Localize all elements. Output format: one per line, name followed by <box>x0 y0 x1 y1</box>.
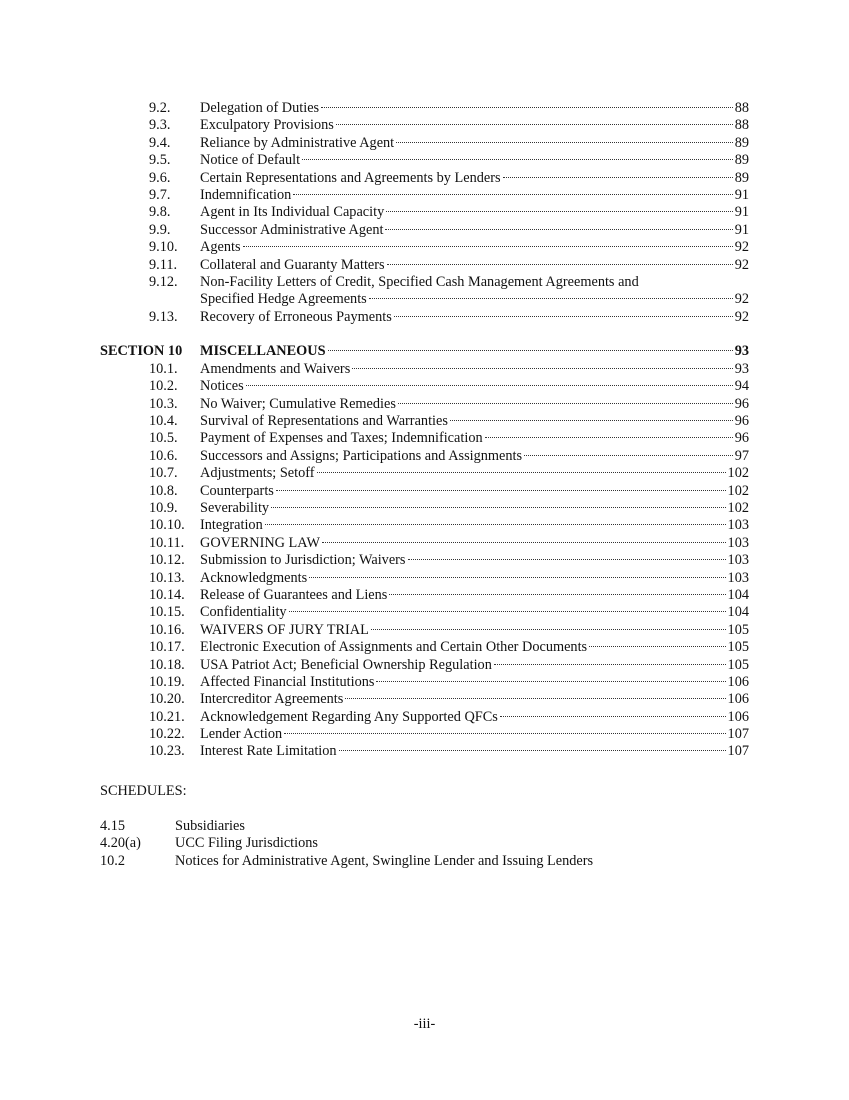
toc-entry-title <box>200 239 749 256</box>
dot-leader <box>387 264 733 265</box>
toc-entry-number: 9.8. <box>149 204 171 221</box>
toc-entry <box>0 274 849 309</box>
toc-entry-title-text: Successor Administrative Agent <box>200 221 384 238</box>
dot-leader <box>386 211 732 212</box>
toc-entry-title <box>200 117 749 134</box>
toc-entry-title <box>200 274 749 309</box>
toc-entry-title <box>200 604 749 621</box>
schedule-title: UCC Filing Jurisdictions <box>175 835 318 852</box>
toc-entry-title-text: Counterparts <box>200 482 274 499</box>
toc-entry <box>0 117 849 134</box>
toc-entry-title <box>200 361 749 378</box>
dot-leader <box>322 542 726 543</box>
dot-leader <box>389 594 725 595</box>
toc-entry-number: 10.12. <box>149 552 185 569</box>
toc-entry <box>0 239 849 256</box>
toc-entry <box>0 622 849 639</box>
toc-entry-title-text: USA Patriot Act; Beneficial Ownership Regulation <box>200 656 492 673</box>
toc-entry-page: 103 <box>727 517 749 534</box>
toc-entry-line <box>200 378 749 395</box>
toc-entry-number: 10.5. <box>149 430 178 447</box>
dot-leader <box>394 316 733 317</box>
toc-entry-line <box>200 691 749 708</box>
toc-entry-title-text: GOVERNING LAW <box>200 534 320 551</box>
dot-leader <box>398 403 733 404</box>
schedule-item <box>100 853 800 870</box>
toc-entry-number: 10.16. <box>149 621 185 638</box>
dot-leader <box>503 177 733 178</box>
dot-leader <box>352 368 732 369</box>
toc-entry-line <box>200 465 749 482</box>
toc-entry <box>0 743 849 760</box>
toc-entry-line <box>200 500 749 517</box>
schedule-title: Subsidiaries <box>175 818 245 834</box>
toc-entry-number: 10.15. <box>149 604 185 621</box>
toc-entry-number: 10.4. <box>149 413 178 430</box>
toc-entry-title-text: Successors and Assigns; Participations and Assignments <box>200 447 523 464</box>
section-spacer <box>0 326 849 343</box>
toc-entry-number: 9.5. <box>149 152 171 169</box>
toc-entry-page: 96 <box>734 395 749 412</box>
dot-leader <box>345 698 725 699</box>
dot-leader <box>265 524 726 525</box>
toc-entry-title <box>200 396 749 413</box>
dot-leader <box>246 385 733 386</box>
dot-leader <box>284 733 725 734</box>
toc-entry-page: 97 <box>734 447 749 464</box>
toc-entry-title <box>200 448 749 465</box>
toc-entry-page: 104 <box>727 586 749 603</box>
toc-entry-line <box>200 135 749 152</box>
dot-leader <box>271 507 725 508</box>
toc-entry-number: 9.6. <box>149 169 171 186</box>
toc-entry-number: 10.14. <box>149 586 185 603</box>
toc-entry <box>0 639 849 656</box>
toc-entry <box>0 587 849 604</box>
toc-entry-number: 9.13. <box>149 308 178 325</box>
toc-entry-page: 103 <box>727 534 749 551</box>
toc-entry-number: 10.19. <box>149 673 185 690</box>
toc-entry-title-text: Certain Representations and Agreements by Lenders <box>200 169 501 186</box>
toc-entry-line <box>200 622 749 639</box>
toc-entry-page: 102 <box>727 500 749 516</box>
toc-entry <box>0 100 849 117</box>
toc-entry-page: 89 <box>734 169 749 186</box>
schedule-number: 4.15 <box>100 818 126 834</box>
toc-entry-page: 104 <box>727 604 749 621</box>
toc-entry-number: 10.7. <box>149 465 178 482</box>
dot-leader <box>317 472 726 473</box>
toc-entry-line <box>200 709 749 726</box>
toc-entry-page: 105 <box>727 621 749 638</box>
schedules-list <box>100 818 800 870</box>
toc-entry-line <box>200 413 749 430</box>
dot-leader <box>524 455 733 456</box>
toc-entry-line <box>200 657 749 674</box>
toc-entry-page: 106 <box>727 691 749 708</box>
toc-entry-title-text: Submission to Jurisdiction; Waivers <box>200 552 406 569</box>
toc-entry-title <box>200 674 749 691</box>
dot-leader <box>376 681 725 682</box>
dot-leader <box>328 350 733 351</box>
toc-entry-title-text: Indemnification <box>200 186 292 203</box>
toc-entry-page: 96 <box>734 413 749 430</box>
toc-entry-page: 107 <box>727 726 749 743</box>
toc-entry-number: 10.6. <box>149 447 178 464</box>
toc-entry-line <box>200 204 749 221</box>
toc-entry-line <box>200 743 749 760</box>
toc-entry-line <box>200 483 749 500</box>
toc-entry-line <box>200 152 749 169</box>
toc-entry-line <box>200 517 749 534</box>
toc-entry-title <box>200 170 749 187</box>
dot-leader <box>485 437 733 438</box>
toc-entry-title-text: Electronic Execution of Assignments and Certain Other Documents <box>200 639 588 656</box>
toc-entry-title <box>200 639 749 656</box>
schedule-item <box>100 835 800 852</box>
dot-leader <box>293 194 732 195</box>
toc-entry-page: 102 <box>727 482 749 499</box>
toc-entry-title <box>200 570 749 587</box>
toc-entry-line <box>200 361 749 378</box>
toc-entry-page: 88 <box>734 117 749 134</box>
toc-entry-number: 9.10. <box>149 239 178 256</box>
toc-entry-title <box>200 343 749 360</box>
toc-entry-page: 102 <box>727 465 749 482</box>
toc-entry-title-text: MISCELLANEOUS <box>200 343 326 360</box>
toc-entry-title-text: Reliance by Administrative Agent <box>200 134 395 151</box>
toc-entry-number: 10.22. <box>149 726 185 743</box>
toc-entry-title-text: No Waiver; Cumulative Remedies <box>200 395 396 412</box>
dot-leader <box>500 716 726 717</box>
toc-entry-title-text: Interest Rate Limitation <box>200 743 337 760</box>
toc-entry-title-text: Amendments and Waivers <box>200 360 351 377</box>
toc-entry-page: 92 <box>734 308 749 325</box>
toc-entry-page: 88 <box>734 100 749 116</box>
dot-leader <box>276 490 726 491</box>
dot-leader <box>289 611 726 612</box>
toc-entry-number: 10.21. <box>149 708 185 725</box>
toc-entry <box>0 691 849 708</box>
toc-entry-number: 9.4. <box>149 134 171 151</box>
toc-entry-title <box>200 535 749 552</box>
toc-entry-title-text: Payment of Expenses and Taxes; Indemnification <box>200 430 483 447</box>
toc-entry-number: 10.8. <box>149 482 178 499</box>
toc-entry-title <box>200 187 749 204</box>
toc-entry-title-text: Delegation of Duties <box>200 100 320 116</box>
toc-entry <box>0 483 849 500</box>
dot-leader <box>243 246 733 247</box>
toc-entry-title-text: Intercreditor Agreements <box>200 691 344 708</box>
toc-entry-title-text: Collateral and Guaranty Matters <box>200 256 385 273</box>
toc-entry-title-text: Severability <box>200 500 270 516</box>
dot-leader <box>408 559 726 560</box>
toc-entry-page: 91 <box>734 204 749 221</box>
toc-entry-number: SECTION 10 <box>100 343 183 360</box>
toc-entry <box>0 448 849 465</box>
toc-entry-title <box>200 378 749 395</box>
toc-entry-number: 10.23. <box>149 743 185 760</box>
toc-entry-line <box>200 239 749 256</box>
toc-entry-line <box>200 187 749 204</box>
toc-entry-line <box>200 639 749 656</box>
toc-entry-title-text: Acknowledgement Regarding Any Supported QFCs <box>200 708 498 725</box>
toc-entry-title <box>200 430 749 447</box>
toc-entry-title-text: Adjustments; Setoff <box>200 465 315 482</box>
toc-entry-page: 106 <box>727 708 749 725</box>
toc-entry-line <box>200 291 749 308</box>
toc-entry <box>0 657 849 674</box>
dot-leader <box>396 142 733 143</box>
toc-entry <box>0 378 849 395</box>
toc-entry-line <box>200 222 749 239</box>
toc-entry-title-text: Recovery of Erroneous Payments <box>200 308 392 325</box>
toc-entry <box>0 396 849 413</box>
toc-entry-page: 92 <box>734 256 749 273</box>
toc-entry-title-text: Agent in Its Individual Capacity <box>200 204 385 221</box>
dot-leader <box>371 629 726 630</box>
toc-entry-title <box>200 709 749 726</box>
toc-entry-page: 93 <box>734 343 749 360</box>
toc-entry <box>0 709 849 726</box>
schedule-number: 10.2 <box>100 852 126 869</box>
toc-entry-title-text: Integration <box>200 517 263 534</box>
toc-entry <box>0 187 849 204</box>
toc-entry-number: 9.7. <box>149 186 171 203</box>
toc-entry-page: 93 <box>734 360 749 377</box>
toc-entry-number: 9.9. <box>149 221 171 238</box>
toc-entry-title-text: Specified Hedge Agreements <box>200 291 367 308</box>
toc-entry-title <box>200 309 749 326</box>
toc-entry-line <box>200 726 749 743</box>
toc-entry <box>0 570 849 587</box>
toc-entry-page: 92 <box>734 239 749 256</box>
toc-entry-title <box>200 517 749 534</box>
toc-entry <box>0 517 849 534</box>
toc-entry-line <box>200 343 749 360</box>
toc-entry-line <box>200 587 749 604</box>
toc-entry-line <box>200 570 749 587</box>
toc-entry-title <box>200 657 749 674</box>
toc-entry-title <box>200 135 749 152</box>
toc-entry-page: 91 <box>734 221 749 238</box>
toc-entry-line <box>200 257 749 274</box>
toc-entry <box>0 309 849 326</box>
toc-entry-title <box>200 257 749 274</box>
page-number: -iii- <box>413 1016 436 1032</box>
toc-entry <box>0 726 849 743</box>
toc-entry-page: 107 <box>727 743 749 760</box>
toc-entry-line <box>200 170 749 187</box>
toc-entry-number: 10.1. <box>149 360 178 377</box>
toc-entry <box>0 430 849 447</box>
toc-entry-line <box>200 309 749 326</box>
dot-leader <box>302 159 733 160</box>
toc-entry-title <box>200 100 749 117</box>
toc-entry-title-text: Notice of Default <box>200 152 301 169</box>
toc-entry-page: 96 <box>734 430 749 447</box>
toc-entry-page: 103 <box>727 569 749 586</box>
dot-leader <box>589 646 725 647</box>
toc-entry-page: 106 <box>727 673 749 690</box>
dot-leader <box>450 420 733 421</box>
toc-entry-title <box>200 587 749 604</box>
schedules-heading: SCHEDULES: <box>100 783 187 799</box>
toc-entry <box>0 152 849 169</box>
toc-entry-title <box>200 152 749 169</box>
toc-entry-number: 9.12. <box>149 273 178 290</box>
toc-entry-number: 10.3. <box>149 395 178 412</box>
toc-entry-number: 10.11. <box>149 534 185 551</box>
dot-leader <box>369 298 733 299</box>
toc-entry-title-text: Confidentiality <box>200 604 287 621</box>
toc-entry-number: 10.17. <box>149 639 185 656</box>
toc-entry-number: 10.10. <box>149 517 185 534</box>
toc-entry-number: 10.13. <box>149 569 185 586</box>
toc-entry-number: 10.18. <box>149 656 185 673</box>
toc-entry-line <box>200 674 749 691</box>
dot-leader <box>336 124 733 125</box>
toc-entry <box>0 170 849 187</box>
toc-entry-number: 9.11. <box>149 256 178 273</box>
toc-entry-title <box>200 552 749 569</box>
toc-entry-title <box>200 222 749 239</box>
toc-entry-number: 10.20. <box>149 691 185 708</box>
toc-entry-line <box>200 552 749 569</box>
toc-entry-title <box>200 500 749 517</box>
toc-entry-title-text: Exculpatory Provisions <box>200 117 334 134</box>
toc-entry-page: 105 <box>727 639 749 656</box>
toc-entry-title <box>200 413 749 430</box>
toc-entry-page: 89 <box>734 134 749 151</box>
toc-entry-page: 91 <box>734 186 749 203</box>
schedule-item <box>100 818 800 835</box>
schedule-number: 4.20(a) <box>100 835 141 852</box>
toc-entry-title-text: Survival of Representations and Warranties <box>200 413 448 430</box>
toc-entry-title <box>200 465 749 482</box>
toc-entry-title <box>200 691 749 708</box>
schedule-title: Notices for Administrative Agent, Swingline Lender and Issuing Lenders <box>175 852 594 869</box>
toc-entry-title-text: Agents <box>200 239 241 256</box>
toc-entry-title-text: Affected Financial Institutions <box>200 673 375 690</box>
toc-entry <box>0 413 849 430</box>
toc-entry-line <box>200 430 749 447</box>
toc-entry <box>0 674 849 691</box>
toc-entry-title-line1: Non-Facility Letters of Credit, Specified Cash Management Agreements and <box>200 273 639 290</box>
section-heading <box>0 343 849 360</box>
table-of-contents <box>0 100 849 761</box>
toc-entry <box>0 222 849 239</box>
toc-entry <box>0 604 849 621</box>
toc-entry-title-text: WAIVERS OF JURY TRIAL <box>200 621 369 638</box>
toc-entry-line <box>200 604 749 621</box>
dot-leader <box>339 750 726 751</box>
dot-leader <box>385 229 732 230</box>
toc-entry-line <box>200 100 749 117</box>
dot-leader <box>321 107 733 108</box>
toc-entry-title <box>200 622 749 639</box>
toc-entry <box>0 535 849 552</box>
toc-entry-number: 10.2. <box>149 378 178 395</box>
toc-entry <box>0 552 849 569</box>
toc-entry-page: 105 <box>727 656 749 673</box>
toc-entry-page: 103 <box>727 552 749 569</box>
toc-entry-page: 89 <box>734 152 749 169</box>
toc-entry-line <box>200 448 749 465</box>
toc-entry-title <box>200 204 749 221</box>
toc-entry-number: 9.2. <box>149 100 171 116</box>
toc-entry-title <box>200 483 749 500</box>
toc-entry <box>0 135 849 152</box>
toc-entry-line <box>200 535 749 552</box>
toc-entry-page: 94 <box>734 378 749 395</box>
toc-entry-line <box>200 117 749 134</box>
toc-entry <box>0 204 849 221</box>
toc-entry <box>0 257 849 274</box>
toc-entry-title-text: Notices <box>200 378 244 395</box>
toc-entry <box>0 465 849 482</box>
toc-entry-title <box>200 743 749 760</box>
toc-entry <box>0 361 849 378</box>
toc-entry-number: 9.3. <box>149 117 171 134</box>
toc-entry-page: 92 <box>734 291 749 308</box>
toc-entry-title-text: Lender Action <box>200 726 283 743</box>
toc-entry-line <box>200 396 749 413</box>
dot-leader <box>309 577 725 578</box>
toc-entry-title-text: Release of Guarantees and Liens <box>200 586 388 603</box>
dot-leader <box>494 664 726 665</box>
toc-entry-number: 10.9. <box>149 500 178 516</box>
toc-entry-title <box>200 726 749 743</box>
toc-entry <box>0 500 849 517</box>
toc-entry-title-text: Acknowledgments <box>200 569 308 586</box>
